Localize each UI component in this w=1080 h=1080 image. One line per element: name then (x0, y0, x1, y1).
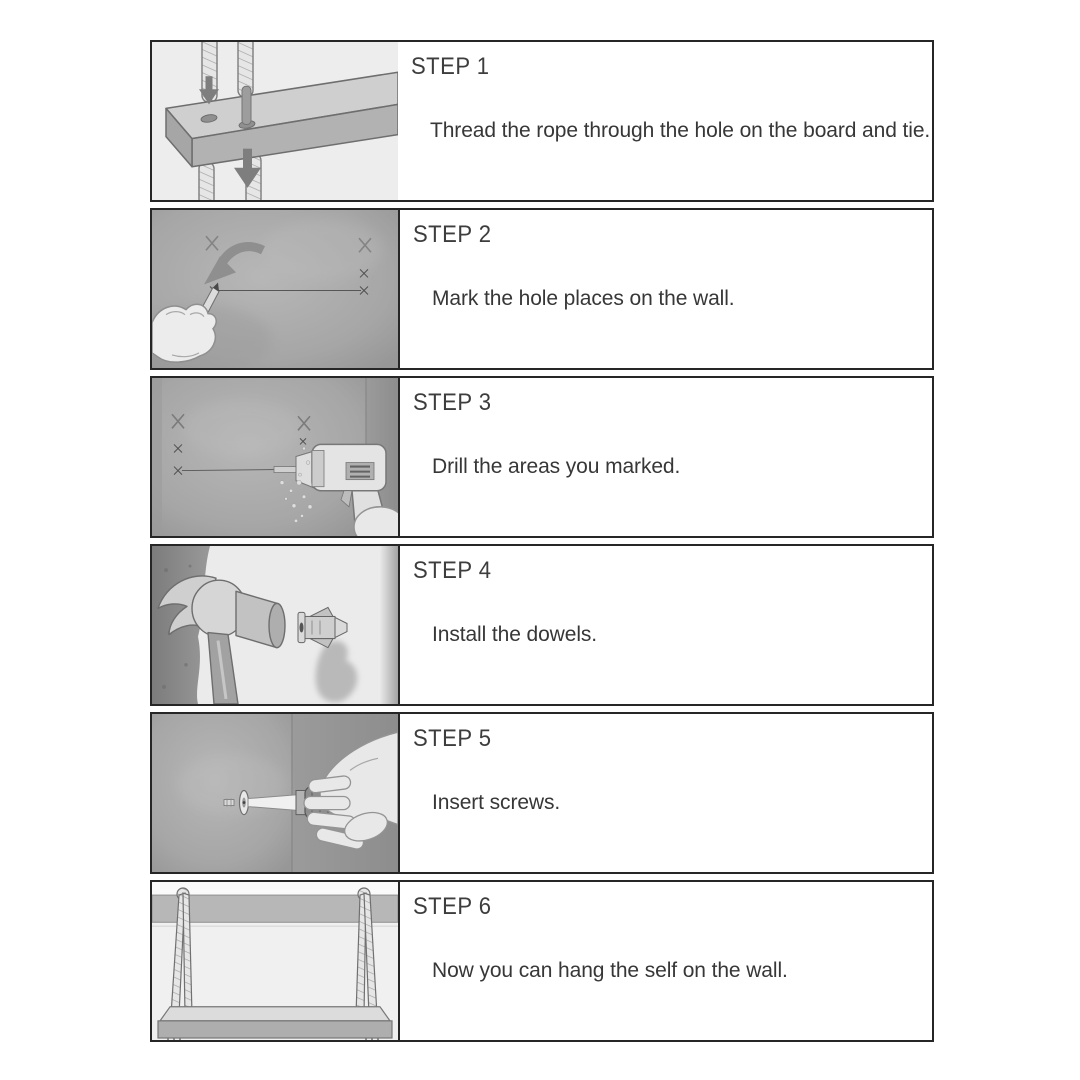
step-2-instruction: Mark the hole places on the wall. (432, 287, 735, 310)
step-panel-3 (150, 376, 934, 538)
step-5-label: STEP 5 (413, 725, 492, 752)
rope-through-board-illustration (152, 42, 398, 200)
step-panel-1 (150, 40, 934, 202)
hanging-shelf-illustration (152, 882, 398, 1040)
drill-wall-illustration (152, 378, 398, 536)
hammer-dowel-illustration (152, 546, 398, 704)
step-6-instruction: Now you can hang the self on the wall. (432, 959, 788, 982)
step-6-label: STEP 6 (413, 893, 492, 920)
step-3-label: STEP 3 (413, 389, 492, 416)
step-4-label: STEP 4 (413, 557, 492, 584)
step-1-label: STEP 1 (411, 53, 490, 80)
step-panel-2 (150, 208, 934, 370)
step-panel-5 (150, 712, 934, 874)
step-panel-6 (150, 880, 934, 1042)
step-4-instruction: Install the dowels. (432, 623, 598, 646)
instruction-sheet (150, 40, 934, 1042)
step-3-text-area (398, 378, 932, 536)
step-1-instruction: Thread the rope through the hole on the board and tie. (430, 119, 931, 142)
step-2-label: STEP 2 (413, 221, 492, 248)
step-panel-4 (150, 544, 934, 706)
step-5-text-area (398, 714, 932, 872)
step-3-instruction: Drill the areas you marked. (432, 455, 681, 478)
step-2-text-area (398, 210, 932, 368)
insert-screw-illustration (152, 714, 398, 872)
step-6-text-area (398, 882, 932, 1040)
step-1-text-area (398, 42, 932, 200)
step-4-text-area (398, 546, 932, 704)
mark-wall-illustration (152, 210, 398, 368)
step-5-instruction: Insert screws. (432, 791, 561, 814)
